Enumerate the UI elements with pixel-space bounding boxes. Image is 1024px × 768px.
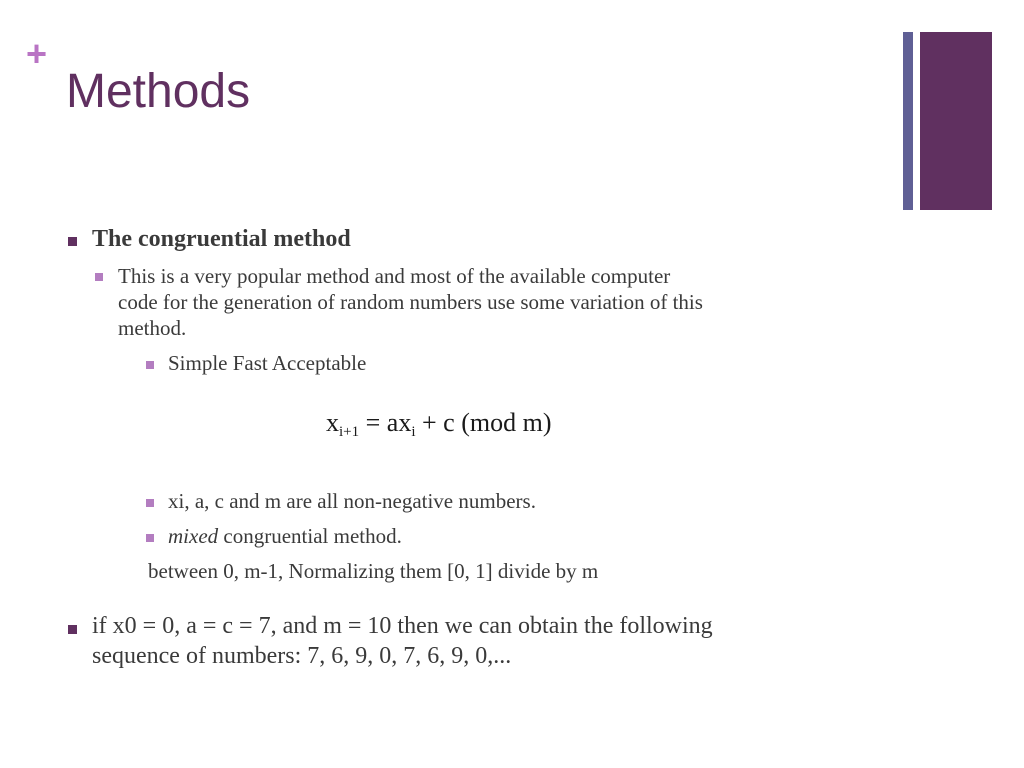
bullet-square-icon [95, 273, 103, 281]
mixed-rest: congruential method. [218, 524, 402, 548]
formula-lhs: x [326, 408, 339, 437]
bullet-square-icon [146, 361, 154, 369]
bullet-square-icon [146, 499, 154, 507]
bullet-square-icon [146, 534, 154, 542]
nonneg-text: xi, a, c and m are all non-negative numbers. [168, 489, 536, 513]
formula-rest: + c (mod m) [415, 408, 552, 437]
bullet-square-icon [68, 237, 77, 246]
formula-rhs-subscript: i [411, 424, 416, 440]
accent-bar-thick [920, 32, 992, 210]
description-line-2: code for the generation of random numbers use some variation of this [118, 290, 703, 314]
accent-bar-thin [903, 32, 913, 210]
bullet-square-icon [68, 625, 77, 634]
formula-eq: = ax [359, 408, 412, 437]
mixed-text [168, 524, 402, 549]
mixed-italic: mixed [168, 524, 219, 548]
normalize-text: between 0, m-1, Normalizing them [0, 1] divide by m [148, 559, 599, 583]
example-line-1: if x0 = 0, a = c = 7, and m = 10 then we can obtain the following [92, 613, 713, 639]
plus-decoration: + [26, 33, 48, 74]
description-line-1: This is a very popular method and most of the available computer [118, 264, 671, 288]
slide-title: Methods [66, 65, 251, 118]
qualities-text: Simple Fast Acceptable [168, 351, 367, 375]
congruential-heading: The congruential method [92, 226, 351, 252]
example-line-2: sequence of numbers: 7, 6, 9, 0, 7, 6, 9, 0,... [92, 643, 512, 669]
formula-lhs-subscript: i+1 [339, 424, 360, 440]
congruential-formula [326, 408, 551, 441]
description-line-3: method. [118, 316, 187, 340]
